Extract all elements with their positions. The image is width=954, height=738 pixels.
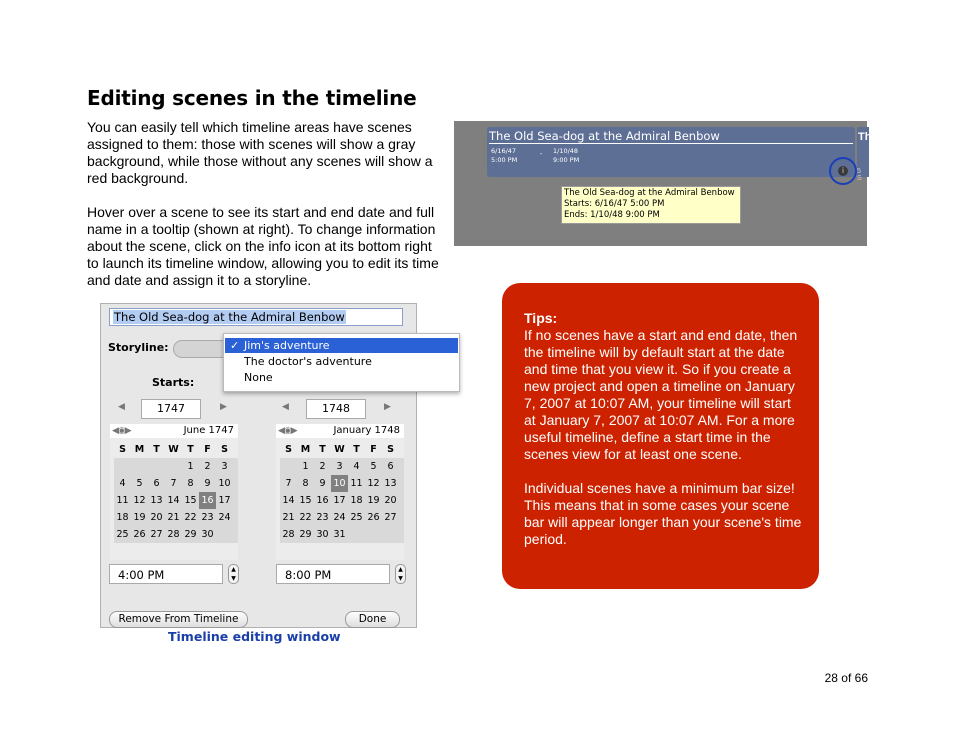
weekday-header-row — [280, 441, 404, 458]
start-calendar-nav-icon[interactable]: ◀◉▶ — [112, 426, 131, 436]
calendar-empty-cell — [365, 526, 382, 543]
calendar-day[interactable]: 6 — [153, 478, 160, 489]
stepper-down-icon[interactable]: ▼ — [231, 575, 236, 582]
calendar-week-row — [280, 458, 404, 475]
calendar-day[interactable]: 6 — [387, 461, 394, 472]
calendar-empty-cell — [382, 526, 399, 543]
calendar-week-row — [114, 458, 238, 475]
end-calendar-month: January 1748 — [333, 425, 400, 436]
calendar-day[interactable]: 20 — [384, 495, 397, 506]
storyline-dropdown-menu — [223, 333, 460, 392]
calendar-day[interactable]: 24 — [218, 512, 231, 523]
storyline-option-none[interactable]: None — [244, 371, 273, 384]
weekday-label: T — [319, 444, 326, 455]
calendar-empty-cell — [280, 458, 297, 475]
calendar-day[interactable]: 16 — [199, 492, 216, 509]
next-scene-fragment: 5 S — [857, 168, 862, 182]
calendar-day[interactable]: 17 — [333, 495, 346, 506]
figure-caption: Timeline editing window — [168, 629, 341, 644]
weekday-label: T — [187, 444, 194, 455]
end-year-decrement-icon[interactable]: ◀ — [282, 402, 289, 412]
calendar-week-row — [280, 475, 404, 492]
stepper-up-icon[interactable]: ▲ — [398, 566, 403, 573]
calendar-day[interactable]: 21 — [167, 512, 180, 523]
weekday-label: M — [300, 444, 311, 455]
next-scene-title: Th — [858, 131, 872, 143]
calendar-day[interactable]: 21 — [282, 512, 295, 523]
storyline-option-jims-adventure[interactable]: ✓ Jim's adventure — [225, 338, 458, 353]
weekday-label: F — [204, 444, 211, 455]
weekday-label: W — [334, 444, 345, 455]
calendar-day[interactable]: 12 — [367, 478, 380, 489]
scene-title-value: The Old Sea-dog at the Admiral Benbow — [114, 310, 345, 324]
calendar-day[interactable]: 16 — [316, 495, 329, 506]
start-year-increment-icon[interactable]: ▶ — [220, 402, 227, 412]
end-time-stepper[interactable] — [395, 564, 406, 584]
end-year-field[interactable]: 1748 — [306, 399, 366, 419]
calendar-week-row — [114, 526, 238, 543]
calendar-week-row — [280, 526, 404, 543]
checkmark-icon: ✓ — [230, 339, 240, 352]
calendar-day[interactable]: 5 — [370, 461, 377, 472]
calendar-day[interactable]: 28 — [167, 529, 180, 540]
calendar-day[interactable]: 13 — [150, 495, 163, 506]
calendar-day[interactable]: 31 — [333, 529, 346, 540]
tips-box — [502, 283, 819, 589]
calendar-empty-cell — [131, 458, 148, 475]
calendar-week-row — [114, 509, 238, 526]
end-year-increment-icon[interactable]: ▶ — [384, 402, 391, 412]
starts-label: Starts: — [152, 376, 195, 389]
date-separator: - — [540, 151, 543, 158]
calendar-day[interactable]: 25 — [350, 512, 363, 523]
calendar-day[interactable]: 15 — [299, 495, 312, 506]
calendar-day[interactable]: 20 — [150, 512, 163, 523]
calendar-empty-cell — [114, 458, 131, 475]
page-number: 28 of 66 — [824, 671, 868, 685]
timeline-screenshot — [454, 121, 872, 246]
calendar-day[interactable]: 14 — [167, 495, 180, 506]
end-calendar-header — [276, 424, 404, 438]
calendar-day[interactable]: 2 — [319, 461, 326, 472]
weekday-label: S — [285, 444, 292, 455]
calendar-day[interactable]: 5 — [136, 478, 143, 489]
calendar-day[interactable]: 29 — [299, 529, 312, 540]
info-icon[interactable]: i — [838, 166, 848, 176]
start-calendar-month: June 1747 — [183, 425, 234, 436]
weekday-label: M — [134, 444, 145, 455]
start-calendar-grid — [114, 441, 238, 543]
storyline-option-doctors-adventure[interactable]: The doctor's adventure — [244, 355, 372, 368]
scene-end: 1/10/48 9:00 PM — [553, 147, 580, 164]
calendar-day[interactable]: 9 — [319, 478, 326, 489]
calendar-day[interactable]: 9 — [204, 478, 211, 489]
calendar-day[interactable]: 27 — [384, 512, 397, 523]
weekday-label: S — [387, 444, 394, 455]
calendar-day[interactable]: 7 — [285, 478, 292, 489]
scene-bar-divider — [489, 143, 853, 144]
calendar-empty-cell — [165, 458, 182, 475]
calendar-week-row — [280, 492, 404, 509]
calendar-day[interactable]: 26 — [367, 512, 380, 523]
stepper-down-icon[interactable]: ▼ — [398, 575, 403, 582]
calendar-day[interactable]: 1 — [187, 461, 194, 472]
end-calendar-grid — [280, 441, 404, 543]
calendar-day[interactable]: 17 — [218, 495, 231, 506]
remove-from-timeline-button[interactable]: Remove From Timeline — [109, 611, 248, 628]
tips-paragraph-1: If no scenes have a start and end date, then the timeline will by default start at the date and time that you view it. So if you create a new project and open a timeline on January 7, 2007 at 10:07 AM, your timeline will start at January 7, 2007 at 10:07 AM. For a more useful timeline, define a start time in the scenes view for at least one scene. — [524, 327, 798, 462]
calendar-day[interactable]: 28 — [282, 529, 295, 540]
calendar-day[interactable]: 11 — [350, 478, 363, 489]
calendar-day[interactable]: 19 — [367, 495, 380, 506]
calendar-day[interactable]: 26 — [133, 529, 146, 540]
storyline-label: Storyline: — [108, 341, 169, 354]
weekday-label: T — [353, 444, 360, 455]
calendar-day[interactable]: 2 — [204, 461, 211, 472]
calendar-day[interactable]: 23 — [316, 512, 329, 523]
calendar-week-row — [114, 492, 238, 509]
calendar-day[interactable]: 18 — [116, 512, 129, 523]
weekday-header-row — [114, 441, 238, 458]
start-year-field[interactable]: 1747 — [141, 399, 201, 419]
body-paragraph-2: Hover over a scene to see its start and end date and full name in a tooltip (shown at right). To change information about the scene, click on the info icon at its bottom right to launch its timeline window, allowing you to edit its time and date and assign it to a storyline. — [87, 204, 439, 288]
calendar-empty-cell — [216, 526, 233, 543]
calendar-day[interactable]: 14 — [282, 495, 295, 506]
weekday-label: F — [370, 444, 377, 455]
calendar-empty-cell — [148, 458, 165, 475]
stepper-up-icon[interactable]: ▲ — [231, 566, 236, 573]
calendar-day[interactable]: 22 — [299, 512, 312, 523]
calendar-day[interactable]: 4 — [119, 478, 126, 489]
weekday-label: S — [119, 444, 126, 455]
calendar-day[interactable]: 29 — [184, 529, 197, 540]
start-year-decrement-icon[interactable]: ◀ — [118, 402, 125, 412]
start-calendar — [110, 424, 238, 560]
start-time-field[interactable]: 4:00 PM — [109, 564, 223, 584]
calendar-day[interactable]: 12 — [133, 495, 146, 506]
tips-paragraph-2: Individual scenes have a minimum bar size! This means that in some cases your scene bar will appear longer than your scene's time period. — [524, 480, 802, 547]
done-button[interactable]: Done — [345, 611, 400, 628]
start-calendar-header — [110, 424, 238, 438]
scene-tooltip: The Old Sea-dog at the Admiral Benbow Starts: 6/16/47 5:00 PM Ends: 1/10/48 9:00 PM — [561, 186, 741, 224]
calendar-day[interactable]: 15 — [184, 495, 197, 506]
calendar-day[interactable]: 27 — [150, 529, 163, 540]
calendar-week-row — [280, 509, 404, 526]
calendar-empty-cell — [348, 526, 365, 543]
scene-title-input[interactable] — [109, 308, 403, 326]
scene-bar-title: The Old Sea-dog at the Admiral Benbow — [489, 129, 720, 143]
tips-heading: Tips: — [524, 310, 558, 326]
end-calendar — [276, 424, 404, 560]
start-time-stepper[interactable] — [228, 564, 239, 584]
calendar-day[interactable]: 7 — [170, 478, 177, 489]
calendar-day[interactable]: 10 — [218, 478, 231, 489]
calendar-day[interactable]: 3 — [221, 461, 228, 472]
body-paragraph-1: You can easily tell which timeline areas have scenes assigned to them: those with scenes will show a gray background, while those without any scenes will show a red background. — [87, 119, 433, 186]
calendar-day[interactable]: 3 — [336, 461, 343, 472]
calendar-day[interactable]: 30 — [316, 529, 329, 540]
weekday-label: W — [168, 444, 179, 455]
calendar-day[interactable]: 13 — [384, 478, 397, 489]
calendar-day[interactable]: 19 — [133, 512, 146, 523]
calendar-day[interactable]: 30 — [201, 529, 214, 540]
calendar-day[interactable]: 10 — [331, 475, 348, 492]
weekday-label: S — [221, 444, 228, 455]
calendar-day[interactable]: 1 — [302, 461, 309, 472]
calendar-day[interactable]: 22 — [184, 512, 197, 523]
calendar-day[interactable]: 8 — [302, 478, 309, 489]
end-calendar-nav-icon[interactable]: ◀◉▶ — [278, 426, 297, 436]
calendar-day[interactable]: 25 — [116, 529, 129, 540]
body-text — [87, 119, 443, 306]
scene-start: 6/16/47 5:00 PM — [491, 147, 518, 164]
page-title: Editing scenes in the timeline — [87, 86, 417, 110]
calendar-day[interactable]: 24 — [333, 512, 346, 523]
calendar-day[interactable]: 8 — [187, 478, 194, 489]
weekday-label: T — [153, 444, 160, 455]
calendar-day[interactable]: 4 — [353, 461, 360, 472]
calendar-week-row — [114, 475, 238, 492]
calendar-day[interactable]: 11 — [116, 495, 129, 506]
end-time-field[interactable]: 8:00 PM — [276, 564, 390, 584]
calendar-day[interactable]: 23 — [201, 512, 214, 523]
calendar-day[interactable]: 18 — [350, 495, 363, 506]
